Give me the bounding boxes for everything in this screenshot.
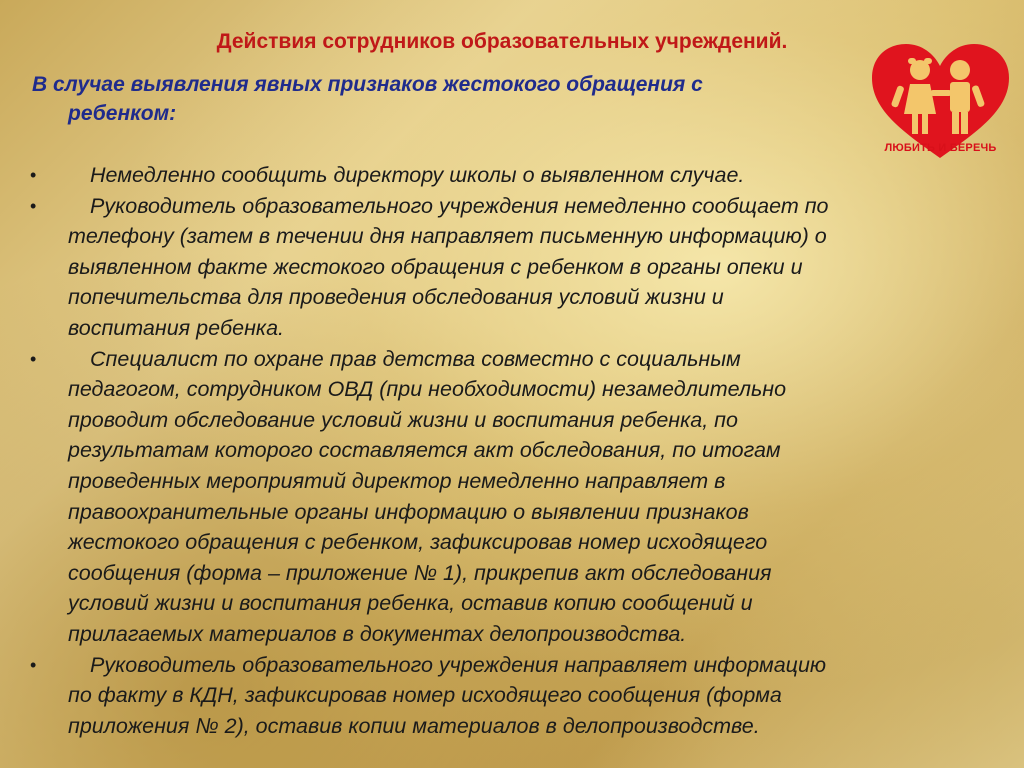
subtitle-line-2: ребенком: (68, 102, 177, 125)
list-item-line: Немедленно сообщить директору школы о выявленном случае. (90, 163, 745, 187)
list-item-line: телефону (затем в течении дня направляет письменную информацию) о (68, 224, 827, 249)
slide-subtitle (32, 70, 852, 128)
list-item-line: проведенных мероприятий директор немедленно направляет в (68, 468, 726, 493)
action-list (30, 160, 980, 741)
list-item-line: Руководитель образовательного учреждения немедленно сообщает по (90, 193, 829, 218)
bullet-marker: • (30, 195, 37, 216)
list-item-line: Специалист по охране прав детства совместно с социальным (90, 346, 741, 371)
list-item-line: выявленном факте жестокого обращения с ребенком в органы опеки и (68, 254, 803, 279)
list-item-line: Руководитель образовательного учреждения направляет информацию (90, 652, 827, 677)
list-item-line: правоохранительные органы информацию о выявлении признаков (68, 499, 749, 524)
list-item-line: воспитания ребенка. (68, 315, 284, 340)
list-item-line: педагогом, сотрудником ОВД (при необходимости) незамедлительно (68, 377, 787, 402)
list-item (30, 160, 980, 191)
bullet-marker: • (30, 654, 37, 675)
list-item-line: жестокого обращения с ребенком, зафиксировав номер исходящего (68, 530, 768, 555)
list-item (30, 191, 980, 344)
list-item-line: условий жизни и воспитания ребенка, оставив копию сообщений и (68, 591, 753, 616)
slide-title: Действия сотрудников образовательных учреждений. (216, 30, 788, 53)
list-item (30, 650, 980, 742)
bullet-marker: • (30, 165, 37, 185)
list-item-line: приложения № 2), оставив копии материалов в делопроизводстве. (68, 713, 760, 738)
list-item-line: сообщения (форма – приложение № 1), прикрепив акт обследования (68, 560, 772, 585)
subtitle-line-1: В случае выявления явных признаков жестокого обращения с (32, 73, 703, 96)
list-item-line: прилагаемых материалов в документах делопроизводства. (68, 621, 687, 646)
bullet-marker: • (30, 348, 37, 369)
list-item-line: попечительства для проведения обследования условий жизни и (68, 285, 724, 310)
logo-caption: ЛЮБИТЬ И БЕРЕЧЬ (884, 142, 997, 154)
list-item-line: по факту в КДН, зафиксировав номер исходящего сообщения (форма (68, 683, 782, 708)
list-item (30, 344, 980, 650)
list-item-line: результатам которого составляется акт обследования, по итогам (68, 438, 781, 463)
list-item-line: проводит обследование условий жизни и воспитания ребенка, по (68, 407, 738, 432)
